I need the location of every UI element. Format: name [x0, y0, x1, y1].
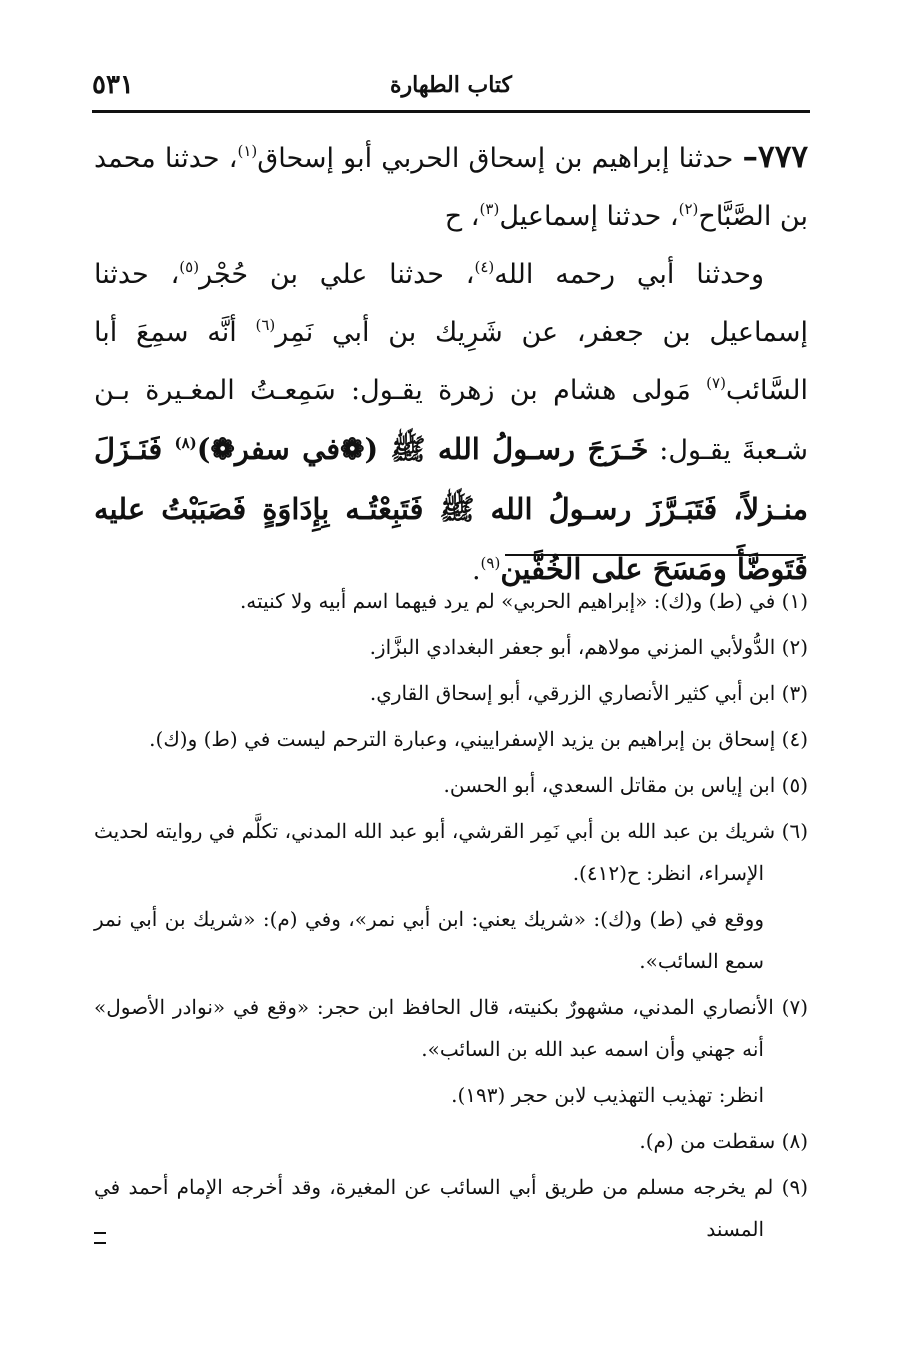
matn-run: خَـرَجَ رسـولُ الله ﷺ (	[364, 432, 649, 466]
footnote-marker[interactable]: (٣)	[479, 200, 500, 218]
text-run: ، حدثنا محمد بن الصَّبَّاح	[94, 143, 808, 232]
footnote-marker[interactable]: (٥)	[179, 258, 200, 276]
page-number: ٥٣١	[92, 70, 134, 100]
footnote-marker[interactable]: (٢)	[678, 200, 699, 218]
footnote-marker[interactable]: (٤)	[474, 258, 495, 276]
running-title: كتاب الطهارة	[389, 72, 513, 98]
text-run: ، ح	[444, 201, 480, 232]
text-run: مَولى هشام بن زهرة يقـول: سَمِعـتُ المغـيرة بـن شـعبةَ يقـول:	[94, 375, 808, 466]
footnote-7: (٧) الأنصاري المدني، مشهورٌ بكنيته، قال الحافظ ابن حجر: «وقع في «نوادر الأصول» أنه جهني وأن اسمه عبد الله بن السائب».	[94, 995, 808, 1061]
footnote-2: (٢) الدُّولأبي المزني مولاهم، أبو جعفر البغدادي البزَّاز.	[369, 635, 808, 659]
header-rule	[92, 110, 810, 113]
text-run: ، حدثنا إسماعيل	[499, 201, 679, 232]
footnote-marker[interactable]: (٨)	[174, 434, 197, 452]
footnote-5: (٥) ابن إياس بن مقاتل السعدي، أبو الحسن.	[443, 773, 808, 797]
footnotes	[94, 580, 808, 1254]
matn-run: فَنَـزَلَ منـزلاً، فَتَبَـرَّزَ رسـولُ الله ﷺ فَتَبِعْتُـه بِإِدَاوَةٍ فَصَبَبْتُ عليه فَتَوضَّأَ ومَسَحَ على الخُفَّين	[94, 432, 808, 586]
footnote-separator	[505, 554, 803, 556]
continuation-mark	[94, 1232, 106, 1244]
flower-mark-icon: ❁	[210, 432, 235, 466]
text-run: وحدثنا أبي رحمه الله	[494, 259, 765, 290]
text-run: ، حدثنا علي بن حُجْر	[199, 259, 475, 290]
footnote-4: (٤) إسحاق بن إبراهيم بن يزيد الإسفراييني، وعبارة الترحم ليست في (ط) و(ك).	[149, 727, 808, 751]
text-run: حدثنا إبراهيم بن إسحاق الحربي أبو إسحاق	[257, 143, 743, 174]
main-text	[94, 128, 808, 600]
matn-run: في سفر	[234, 432, 341, 466]
page-header	[92, 70, 810, 106]
footnote-8: (٨) سقطت من (م).	[639, 1129, 808, 1153]
text-run: ، حدثنا إسماعيل بن جعفر، عن شَرِيك بن أبي نَمِر	[94, 259, 808, 348]
footnote-marker[interactable]: (٦)	[255, 316, 276, 334]
footnote-6-continuation: ووقع في (ط) و(ك): «شريك يعني: ابن أبي نمر»، وفي (م): «شريك بن أبي نمر سمع السائب».	[94, 907, 764, 973]
footnote-marker[interactable]: (٩)	[480, 554, 501, 572]
footnote-1: (١) في (ط) و(ك): «إبراهيم الحربي» لم يرد فيهما اسم أبيه ولا كنيته.	[239, 589, 808, 613]
footnote-6: (٦) شريك بن عبد الله بن أبي نَمِر القرشي، أبو عبد الله المدني، تكلَّم في روايته لحديث الإسراء، انظر: ح(٤١٢).	[94, 819, 808, 885]
matn-run: )	[196, 432, 211, 466]
footnote-marker[interactable]: (١)	[237, 142, 258, 160]
text-run: .	[471, 555, 481, 586]
hadith-paragraph-1	[94, 128, 808, 246]
flower-mark-icon: ❁	[340, 432, 365, 466]
footnote-9: (٩) لم يخرجه مسلم من طريق أبي السائب عن المغيرة، وقد أخرجه الإمام أحمد في المسند	[94, 1175, 808, 1241]
text-run: أنَّه سمِعَ أبا السَّائب	[94, 317, 808, 406]
footnote-7-continuation: انظر: تهذيب التهذيب لابن حجر (١٩٣).	[451, 1083, 764, 1107]
footnote-3: (٣) ابن أبي كثير الأنصاري الزرقي، أبو إسحاق القاري.	[369, 681, 808, 705]
hadith-number: ٧٧٧–	[742, 139, 808, 175]
hadith-paragraph-2	[94, 246, 808, 600]
footnote-marker[interactable]: (٧)	[706, 374, 726, 392]
